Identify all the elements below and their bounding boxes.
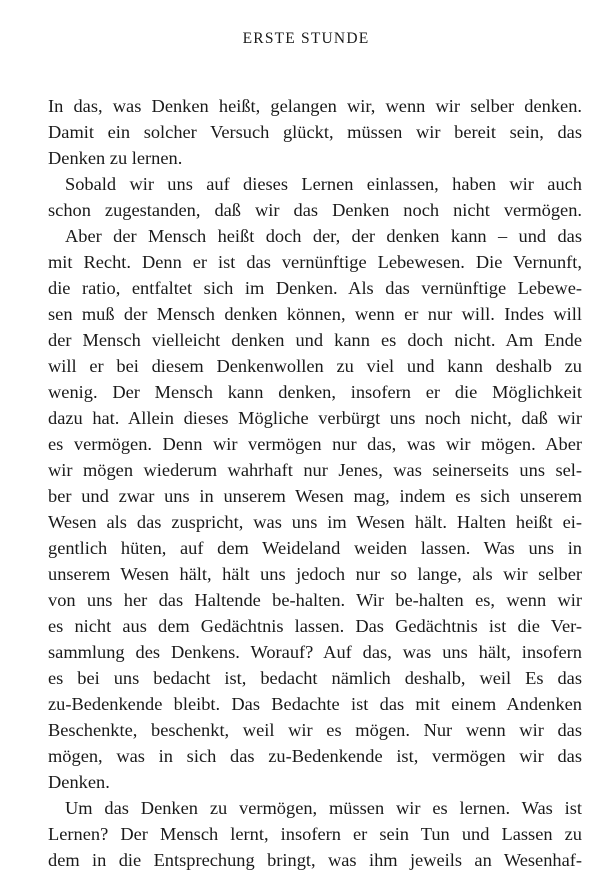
text-line: zu-Bedenkende bleibt. Das Bedachte ist das mit einem Andenken bbox=[48, 694, 582, 714]
text-line: schon zugestanden, daß wir das Denken noch nicht vermögen. bbox=[48, 200, 582, 220]
text-line: gentlich hüten, auf dem Weideland weiden lassen. Was uns in bbox=[48, 538, 582, 558]
text-line: Beschenkte, beschenkt, weil wir es mögen. Nur wenn wir das bbox=[48, 720, 582, 740]
page-body bbox=[48, 93, 582, 873]
paragraph bbox=[48, 171, 582, 223]
text-line: Um das Denken zu vermögen, müssen wir es lernen. Was ist bbox=[65, 798, 582, 818]
text-line: Lernen? Der Mensch lernt, insofern er sein Tun und Lassen zu bbox=[48, 824, 582, 844]
running-head: ERSTE STUNDE bbox=[242, 30, 370, 47]
text-line: dem in die Entsprechung bringt, was ihm jeweils an Wesenhaf- bbox=[48, 850, 582, 870]
text-line: Damit ein solcher Versuch glückt, müssen wir bereit sein, das bbox=[48, 122, 582, 142]
text-line: sammlung des Denkens. Worauf? Auf das, was uns hält, insofern bbox=[48, 642, 582, 662]
paragraph bbox=[48, 223, 582, 795]
text-line: will er bei diesem Denkenwollen zu viel und kann deshalb zu bbox=[48, 356, 582, 376]
text-line: Sobald wir uns auf dieses Lernen einlassen, haben wir auch bbox=[65, 174, 582, 194]
text-line: wir mögen wiederum wahrhaft nur Jenes, was seinerseits uns sel- bbox=[48, 460, 582, 480]
text-line: Aber der Mensch heißt doch der, der denken kann – und das bbox=[65, 226, 582, 246]
text-line: sen muß der Mensch denken können, wenn er nur will. Indes will bbox=[48, 304, 582, 324]
text-line: die ratio, entfaltet sich im Denken. Als das vernünftige Lebewe- bbox=[48, 278, 582, 298]
paragraph bbox=[48, 93, 582, 171]
text-line: Denken. bbox=[48, 772, 110, 792]
text-line: es nicht aus dem Gedächtnis lassen. Das Gedächtnis ist die Ver- bbox=[48, 616, 582, 636]
text-line: unserem Wesen hält, hält uns jedoch nur so lange, als wir selber bbox=[48, 564, 582, 584]
text-line: dazu hat. Allein dieses Mögliche verbürgt uns noch nicht, daß wir bbox=[48, 408, 582, 428]
text-line: der Mensch vielleicht denken und kann es doch nicht. Am Ende bbox=[48, 330, 582, 350]
text-line: wenig. Der Mensch kann denken, insofern er die Möglichkeit bbox=[48, 382, 582, 402]
text-line: ber und zwar uns in unserem Wesen mag, indem es sich unserem bbox=[48, 486, 582, 506]
text-line: Denken zu lernen. bbox=[48, 148, 183, 168]
text-line: mögen, was in sich das zu-Bedenkende ist, vermögen wir das bbox=[48, 746, 582, 766]
paragraph bbox=[48, 795, 582, 873]
text-line: Wesen als das zuspricht, was uns im Wesen hält. Halten heißt ei- bbox=[48, 512, 582, 532]
text-line: von uns her das Haltende be-halten. Wir be-halten es, wenn wir bbox=[48, 590, 582, 610]
text-line: mit Recht. Denn er ist das vernünftige Lebewesen. Die Vernunft, bbox=[48, 252, 582, 272]
text-line: es vermögen. Denn wir vermögen nur das, was wir mögen. Aber bbox=[48, 434, 582, 454]
text-line: In das, was Denken heißt, gelangen wir, wenn wir selber denken. bbox=[48, 96, 582, 116]
text-line: es bei uns bedacht ist, bedacht nämlich deshalb, weil Es das bbox=[48, 668, 582, 688]
